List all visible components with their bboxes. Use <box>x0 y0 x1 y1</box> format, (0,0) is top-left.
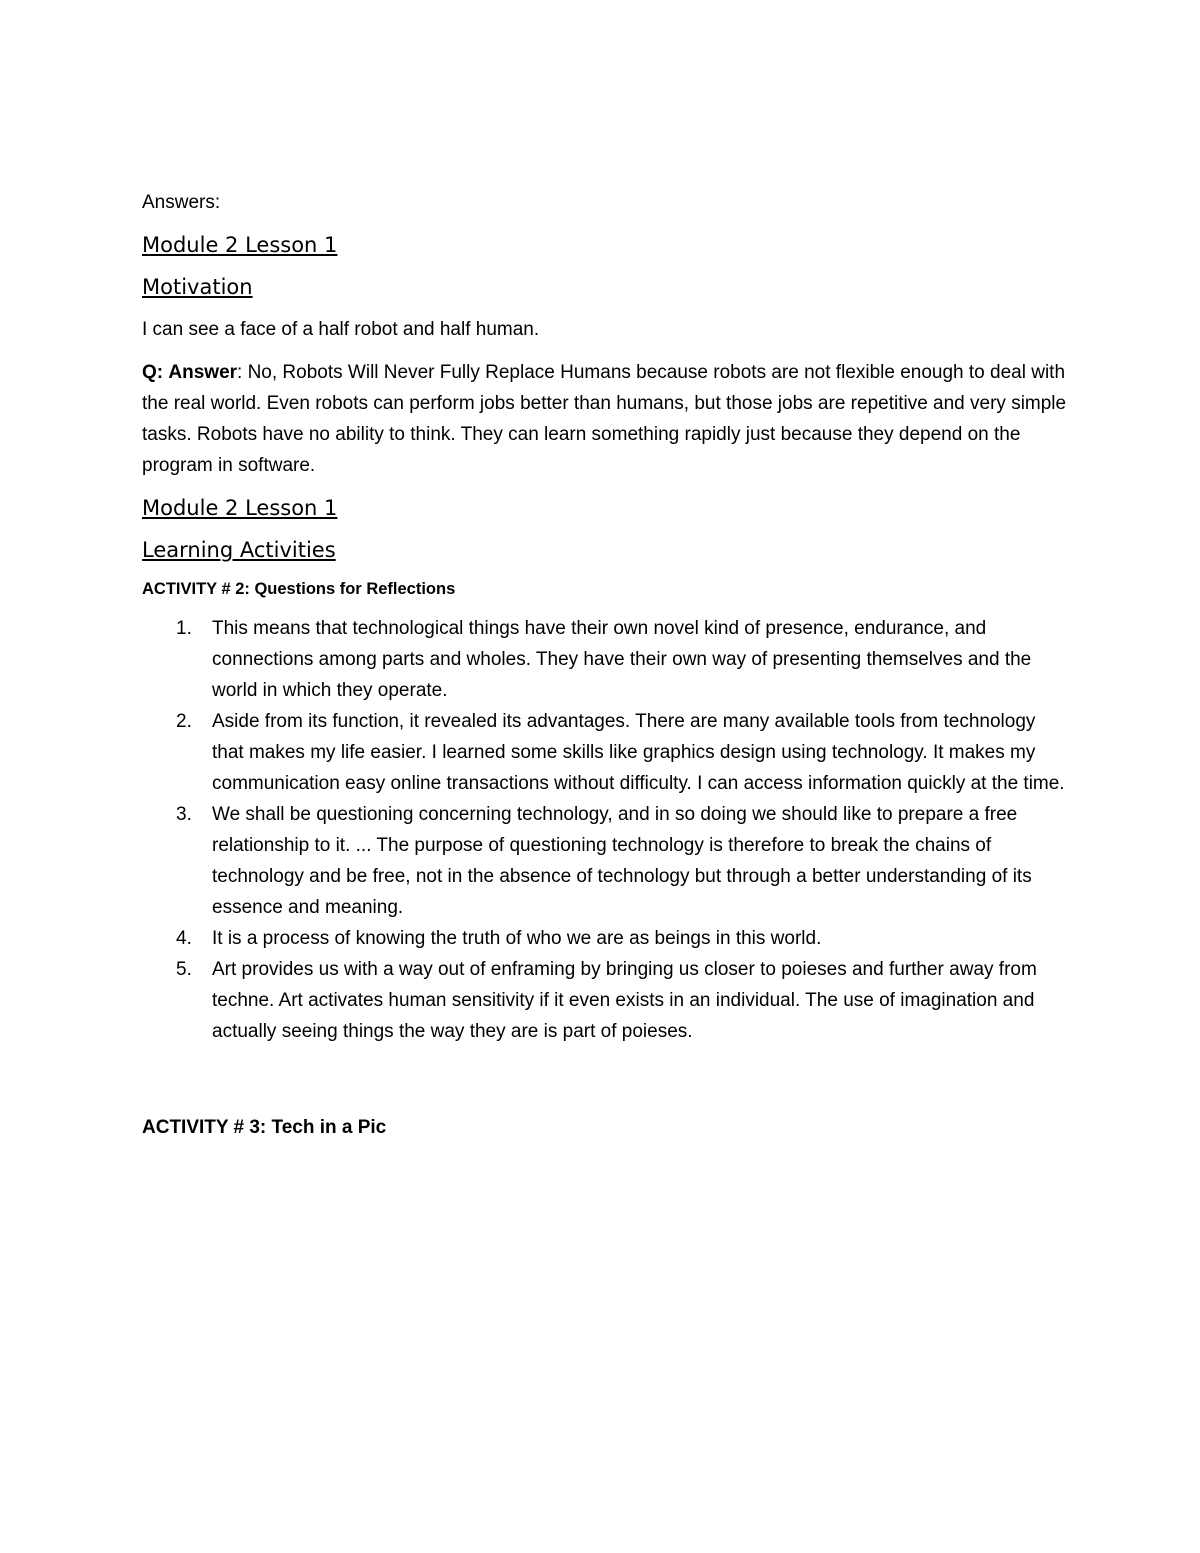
list-item-text: Aside from its function, it revealed its advantages. There are many available tools from technology that makes my life easier. I learned some skills like graphics design using technology. It makes my communication easy online transactions without difficulty. I can access information quickly at the time. <box>212 711 1065 794</box>
module-heading-2: Module 2 Lesson 1 <box>142 496 338 520</box>
list-item-number: 5. <box>176 959 192 980</box>
list-item-number: 1. <box>176 618 192 639</box>
list-item-text: It is a process of knowing the truth of who we are as beings in this world. <box>212 928 822 949</box>
list-item <box>142 954 1072 1047</box>
activity-2-title: ACTIVITY # 2: Questions for Reflections <box>142 580 456 598</box>
answer-label: Answer <box>168 362 238 383</box>
reflections-list <box>142 613 1072 1047</box>
list-item-number: 3. <box>176 804 192 825</box>
q-label: Q: <box>142 362 164 383</box>
motivation-heading: Motivation <box>142 275 253 299</box>
observation-text: I can see a face of a half robot and half human. <box>142 319 540 340</box>
list-item <box>142 923 1072 954</box>
module-heading-1: Module 2 Lesson 1 <box>142 233 338 257</box>
list-item-text: We shall be questioning concerning technology, and in so doing we should like to prepare a free relationship to it. ... The purpose of questioning technology is therefore to break the chains of technology and be free, not in the absence of technology but through a better understanding of its essence and meaning. <box>212 804 1032 918</box>
answer-text: : No, Robots Will Never Fully Replace Humans because robots are not flexible enough to deal with the real world. Even robots can perform jobs better than humans, but those jobs are repetitive and very simple tasks. Robots have no ability to think. They can learn something rapidly just because they depend on the program in software. <box>142 362 1067 476</box>
answer-paragraph <box>142 357 1072 481</box>
document-page <box>142 188 1072 1162</box>
list-item <box>142 799 1072 923</box>
list-item <box>142 706 1072 799</box>
activity-3-title: ACTIVITY # 3: Tech in a Pic <box>142 1117 387 1138</box>
list-item-text: This means that technological things have their own novel kind of presence, endurance, and connections among parts and wholes. They have their own way of presenting themselves and the world in which they operate. <box>212 618 1032 701</box>
list-item-text: Art provides us with a way out of enframing by bringing us closer to poieses and further away from techne. Art activates human sensitivity if it even exists in an individual. The use of imagination and actually seeing things the way they are is part of poieses. <box>212 959 1037 1042</box>
list-item-number: 2. <box>176 711 192 732</box>
learning-activities-heading: Learning Activities <box>142 538 336 562</box>
list-item <box>142 613 1072 706</box>
answers-label: Answers: <box>142 192 221 213</box>
list-item-number: 4. <box>176 928 192 949</box>
